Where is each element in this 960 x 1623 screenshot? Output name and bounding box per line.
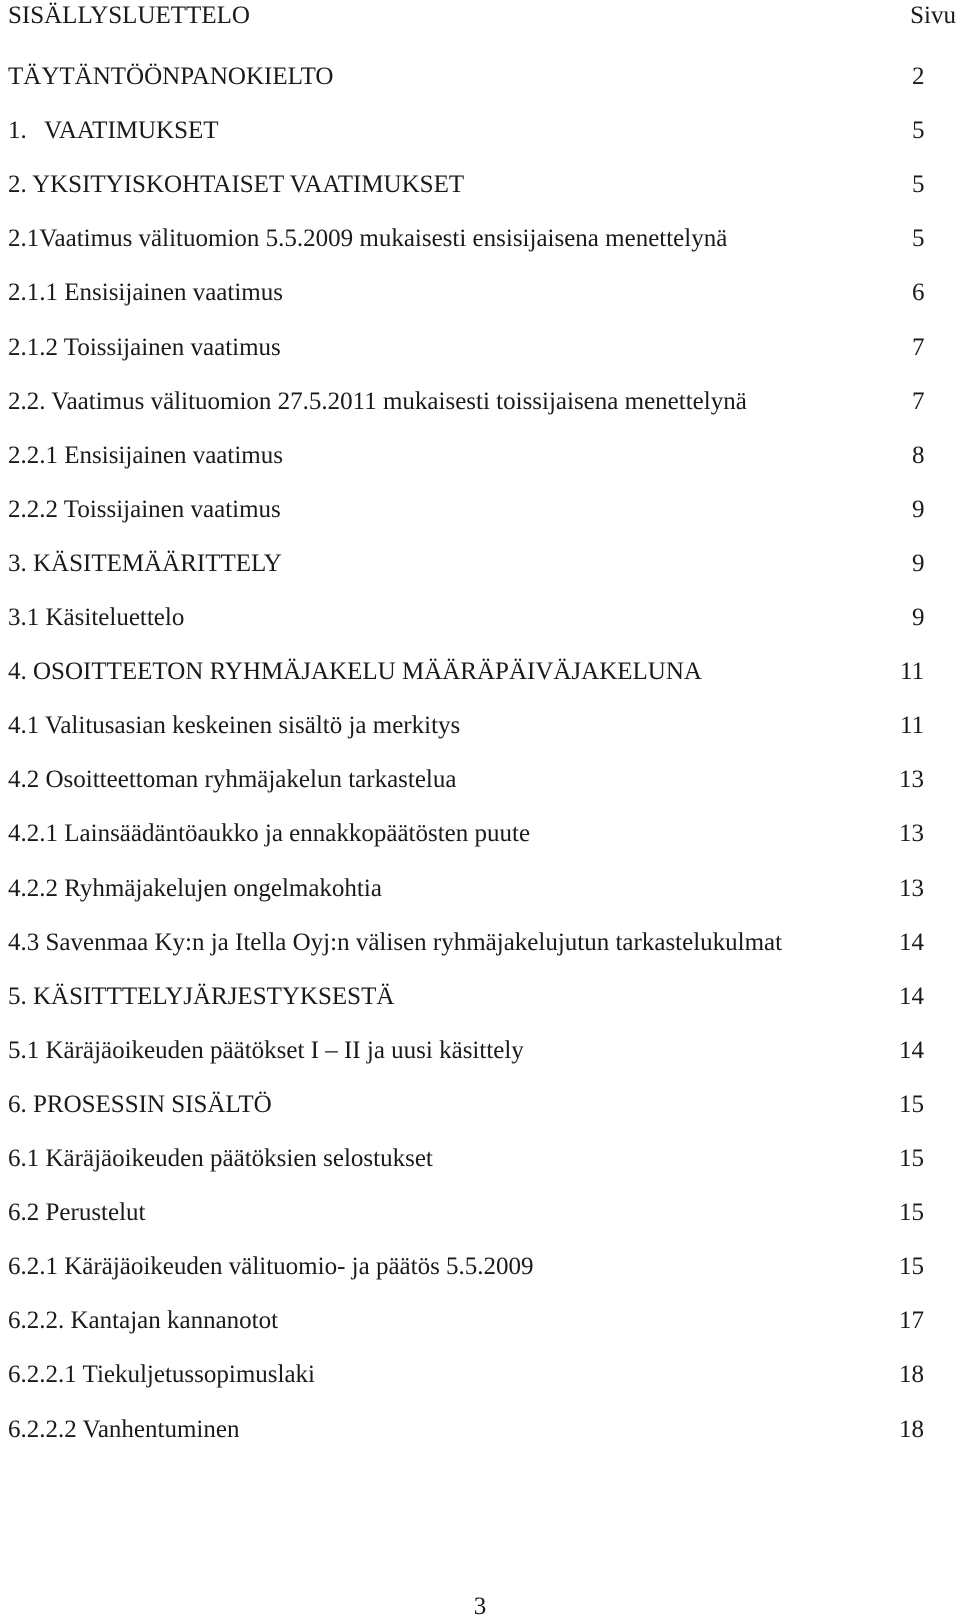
toc-entry — [0, 1414, 960, 1446]
toc-entry-number: 1. — [8, 117, 27, 144]
toc-entry — [0, 332, 960, 364]
toc-entry — [0, 710, 960, 742]
toc-entry — [0, 602, 960, 634]
toc-entry — [0, 386, 960, 418]
toc-entry — [0, 1035, 960, 1067]
toc-entry — [0, 981, 960, 1013]
toc-entry-label: 3. KÄSITEMÄÄRITTELY — [8, 550, 282, 577]
toc-entry-page: 5 — [912, 225, 925, 252]
toc-entry-page: 8 — [912, 442, 925, 469]
page-column-label: Sivu — [910, 2, 956, 29]
toc-header — [0, 0, 960, 36]
toc-entry-page: 14 — [899, 1037, 924, 1064]
toc-entry-label: 2.2. Vaatimus välituomion 27.5.2011 mukaisesti toissijaisena menettelynä — [8, 388, 747, 415]
toc-entry-label: 6.2.2.2 Vanhentuminen — [8, 1416, 240, 1443]
toc-entry — [0, 764, 960, 796]
toc-entry-page: 13 — [899, 766, 924, 793]
toc-entry-label: 2.1.1 Ensisijainen vaatimus — [8, 279, 283, 306]
toc-entry-page: 9 — [912, 496, 925, 523]
toc-entry-page: 17 — [899, 1307, 924, 1334]
toc-entry-label: 6.2.1 Käräjäoikeuden välituomio- ja päätös 5.5.2009 — [8, 1253, 534, 1280]
toc-entry — [0, 115, 960, 147]
toc-entry-label: 6. PROSESSIN SISÄLTÖ — [8, 1091, 272, 1118]
toc-entry — [0, 1143, 960, 1175]
toc-entry-page: 13 — [899, 875, 924, 902]
toc-entry-page: 5 — [912, 171, 925, 198]
toc-entry-label: 2. YKSITYISKOHTAISET VAATIMUKSET — [8, 171, 465, 198]
toc-entry — [0, 1197, 960, 1229]
toc-entry — [0, 223, 960, 255]
toc-entry — [0, 1251, 960, 1283]
toc-entry-label: 5. KÄSITTTELYJÄRJESTYKSESTÄ — [8, 983, 395, 1010]
toc-entry-label: 6.1 Käräjäoikeuden päätöksien selostukset — [8, 1145, 433, 1172]
toc-entry-page: 14 — [899, 983, 924, 1010]
toc-entry — [0, 1359, 960, 1391]
toc-entry-page: 9 — [912, 604, 925, 631]
toc-entry — [0, 1305, 960, 1337]
toc-entry-label: 4.3 Savenmaa Ky:n ja Itella Oyj:n välisen ryhmäjakelujutun tarkastelukulmat — [8, 929, 783, 956]
toc-entry — [0, 1089, 960, 1121]
toc-entry-page: 9 — [912, 550, 925, 577]
toc-entry-page: 7 — [912, 388, 925, 415]
page-number: 3 — [473, 1593, 487, 1620]
toc-entry — [0, 818, 960, 850]
toc-entry-page: 6 — [912, 279, 925, 306]
toc-entry-page: 18 — [899, 1361, 924, 1388]
toc-entry-page: 15 — [899, 1145, 924, 1172]
toc-entry-label: 4.2.1 Lainsäädäntöaukko ja ennakkopäätösten puute — [8, 820, 531, 847]
toc-entry-label: 4. OSOITTEETON RYHMÄJAKELU MÄÄRÄPÄIVÄJAKELUNA — [8, 658, 702, 685]
toc-entry — [0, 548, 960, 580]
toc-title: SISÄLLYSLUETTELO — [8, 2, 250, 29]
toc-entry-label: 2.1Vaatimus välituomion 5.5.2009 mukaisesti ensisijaisena menettelynä — [8, 225, 728, 252]
toc-entry-label: 6.2.2.1 Tiekuljetussopimuslaki — [8, 1361, 315, 1388]
toc-entry-page: 13 — [899, 820, 924, 847]
toc-entry — [0, 873, 960, 905]
toc-entry-label: 4.2.2 Ryhmäjakelujen ongelmakohtia — [8, 875, 382, 902]
toc-entry-page: 15 — [899, 1199, 924, 1226]
toc-entry-label: 4.1 Valitusasian keskeinen sisältö ja merkitys — [8, 712, 461, 739]
toc-entry-page: 11 — [900, 658, 925, 685]
toc-entry-page: 11 — [900, 712, 925, 739]
toc-entry-page: 5 — [912, 117, 925, 144]
toc-entry-label: 3.1 Käsiteluettelo — [8, 604, 185, 631]
toc-entry — [0, 169, 960, 201]
toc-entry-label: 6.2 Perustelut — [8, 1199, 146, 1226]
toc-entry — [0, 61, 960, 93]
toc-entry-label: TÄYTÄNTÖÖNPANOKIELTO — [8, 63, 334, 90]
toc-entry-page: 14 — [899, 929, 924, 956]
toc-entry-label: VAATIMUKSET — [44, 117, 219, 144]
toc-entry-label: 2.1.2 Toissijainen vaatimus — [8, 334, 281, 361]
toc-entry-page: 2 — [912, 63, 925, 90]
toc-entry-page: 7 — [912, 334, 925, 361]
toc-entry-label: 6.2.2. Kantajan kannanotot — [8, 1307, 279, 1334]
toc-entry-label: 4.2 Osoitteettoman ryhmäjakelun tarkastelua — [8, 766, 457, 793]
toc-entry — [0, 277, 960, 309]
toc-entry-page: 15 — [899, 1091, 924, 1118]
toc-entry — [0, 494, 960, 526]
toc-entry-page: 18 — [899, 1416, 924, 1443]
toc-entry-page: 15 — [899, 1253, 924, 1280]
toc-entry — [0, 656, 960, 688]
toc-entry-label: 2.2.1 Ensisijainen vaatimus — [8, 442, 283, 469]
toc-entry-label: 2.2.2 Toissijainen vaatimus — [8, 496, 281, 523]
toc-entry-label: 5.1 Käräjäoikeuden päätökset I – II ja uusi käsittely — [8, 1037, 524, 1064]
toc-entry — [0, 927, 960, 959]
toc-entry — [0, 440, 960, 472]
